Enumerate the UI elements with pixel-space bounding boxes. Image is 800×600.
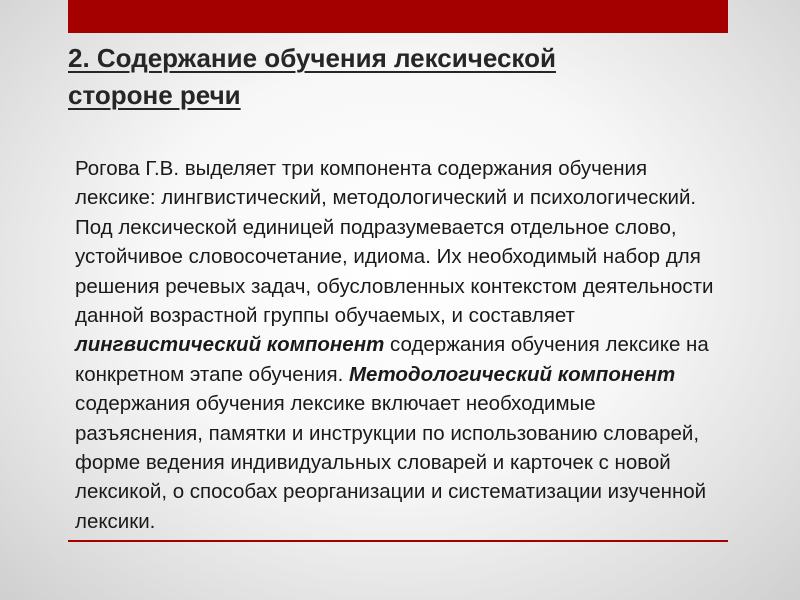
top-accent-bar — [68, 0, 728, 33]
slide-title-line-1: 2. Содержание обучения лексической — [68, 43, 556, 73]
body-text-part-3: содержания обучения лексике включает необходимые разъяснения, памятки и инструкции по использованию словарей, форме ведения индивидуальных словарей и карточек с новой лексикой, о способах реорганизации и систематизации изученной лексики. — [75, 392, 707, 533]
body-text-part-2: содержания обучения лексике на конкретном этапе обучения. — [75, 333, 709, 386]
emphasis-linguistic-component: лингвистический компонент — [75, 333, 385, 357]
bottom-accent-line — [68, 540, 728, 542]
emphasis-methodological-component: Методологический компонент — [348, 362, 676, 386]
body-text-part-1: Рогова Г.В. выделяет три компонента содержания обучения лексике: лингвистический, методологический и психологический. Под лексической единицей подразумевается отдельное слово, устойчивое словосочетание, идиома. Их необходимый набор для решения речевых задач, обусловленных контекстом деятельности данной возрастной группы обучаемых, и составляет — [75, 157, 714, 328]
slide-title — [68, 40, 708, 114]
slide-title-line-2: стороне речи — [68, 80, 241, 110]
slide-body-text — [75, 154, 725, 536]
